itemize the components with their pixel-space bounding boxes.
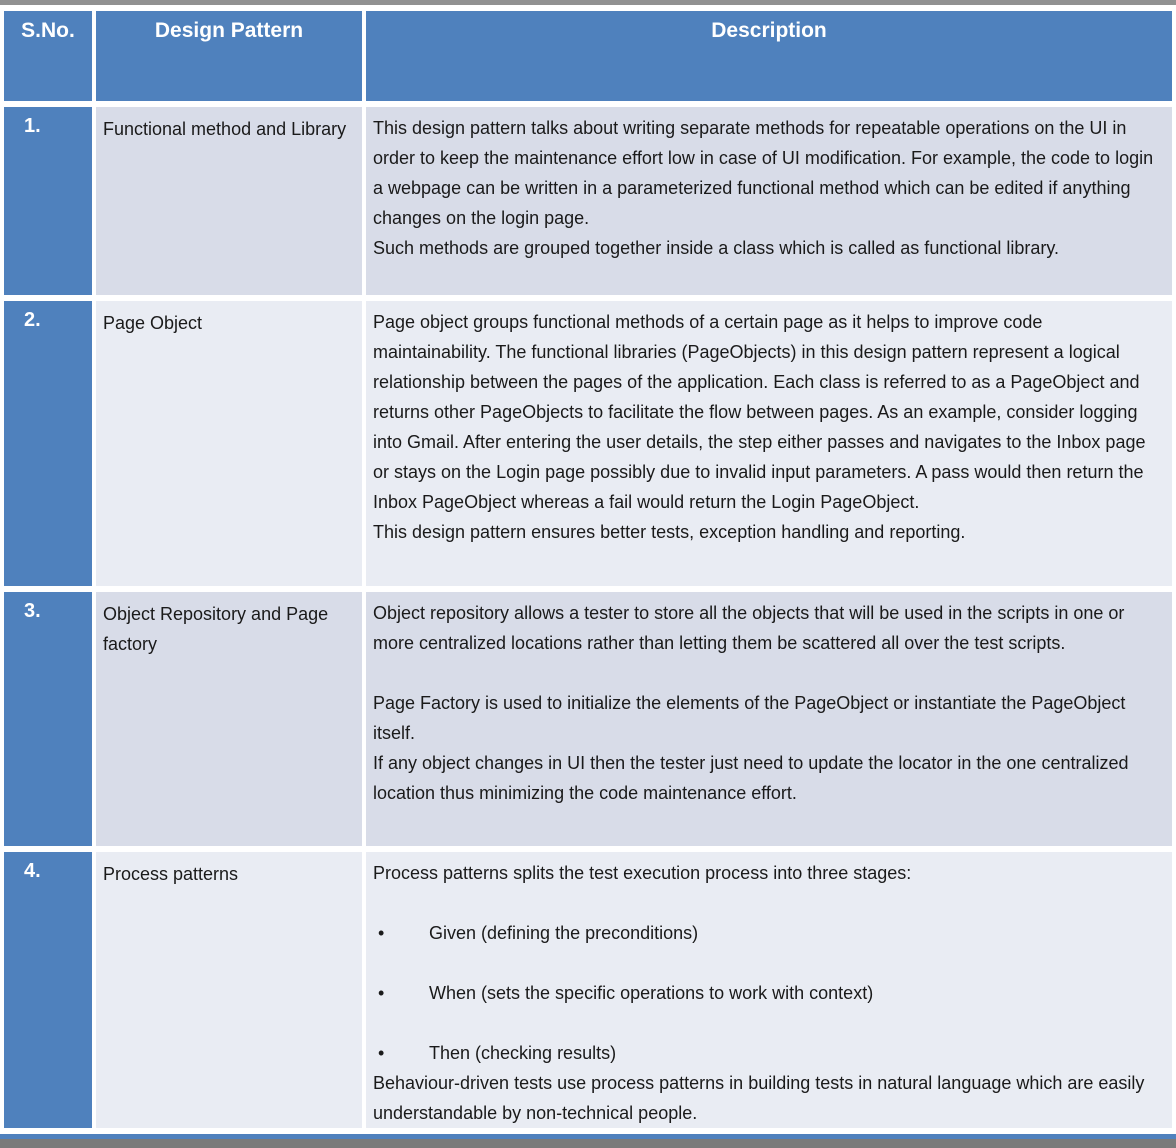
pattern-cell: Functional method and Library [96,107,362,295]
page-bottom-border [0,1139,1176,1148]
row-number-cell: 1. [4,107,92,295]
bullet-item [373,918,1162,948]
pattern-cell: Object Repository and Page factory [96,592,362,846]
header-description: Description [366,11,1172,101]
description-cell [366,852,1172,1128]
table-row [4,107,1172,295]
header-sno: S.No. [4,11,92,101]
description-paragraph: Process patterns splits the test execution process into three stages: [373,863,912,883]
description-cell [366,301,1172,586]
bullet-dot-icon: • [378,1043,385,1063]
bullet-dot-icon: • [378,983,385,1003]
description-paragraph: This design pattern ensures better tests, exception handling and reporting. [373,522,966,542]
bullet-dot-icon: • [378,923,385,943]
note-paragraph: Behaviour-driven tests use process patterns in building tests in natural language which are easily understandable by non-technical people. [373,1073,1145,1123]
pattern-cell: Page Object [96,301,362,586]
bullet-text: When (sets the specific operations to work with context) [429,983,874,1003]
description-paragraph: Page object groups functional methods of a certain page as it helps to improve code maintainability. The functional libraries (PageObjects) in this design pattern represent a logical relationship between the pages of the application. Each class is referred to as a PageObject and returns other PageObjects to facilitate the flow between pages. As an example, consider logging into Gmail. After entering the user details, the step either passes and navigates to the Inbox page or stays on the Login page possibly due to invalid input parameters. A pass would then return the Inbox PageObject whereas a fail would return the Login PageObject. [373,312,1146,512]
description-cell [366,592,1172,846]
header-design-pattern: Design Pattern [96,11,362,101]
bullet-item [373,978,1162,1008]
bullet-text: Given (defining the preconditions) [429,923,699,943]
pattern-cell: Process patterns [96,852,362,1128]
bullet-item [373,1038,1162,1068]
row-number-cell: 4. [4,852,92,1128]
table-row [4,592,1172,846]
description-paragraph: Page Factory is used to initialize the elements of the PageObject or instantiate the PageObject itself. [373,693,1126,743]
description-paragraph: This design pattern talks about writing separate methods for repeatable operations on the UI in order to keep the maintenance effort low in case of UI modification. For example, the code to login a webpage can be written in a parameterized functional method which can be edited if anything changes on the login page. [373,118,1154,228]
row-number-cell: 3. [4,592,92,846]
table-row [4,301,1172,586]
bullet-text: Then (checking results) [429,1043,617,1063]
description-cell [366,107,1172,295]
description-paragraph: Object repository allows a tester to store all the objects that will be used in the scripts in one or more centralized locations rather than letting them be scattered all over the test scripts. [373,603,1125,653]
row-number-cell: 2. [4,301,92,586]
description-paragraph: Such methods are grouped together inside a class which is called as functional library. [373,238,1060,258]
description-paragraph: If any object changes in UI then the tester just need to update the locator in the one centralized location thus minimizing the code maintenance effort. [373,753,1129,803]
table-row [4,852,1172,1128]
header-row [4,11,1172,101]
design-patterns-table [0,5,1176,1134]
